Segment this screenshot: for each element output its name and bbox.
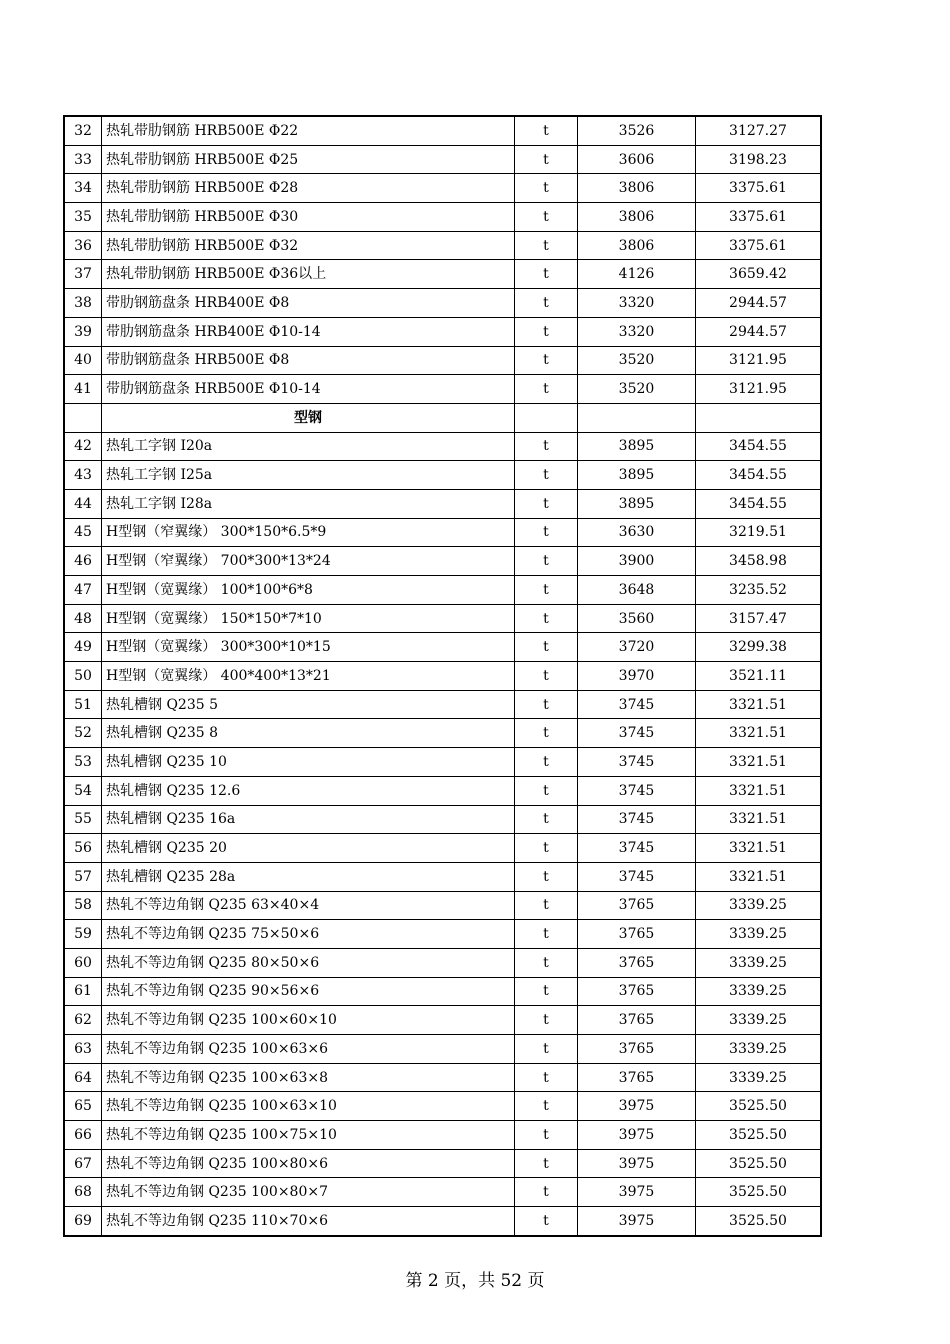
item-name: 热轧槽钢 Q235 28a bbox=[102, 862, 515, 891]
price-excl-tax: 3339.25 bbox=[696, 1035, 822, 1064]
table-row bbox=[64, 891, 821, 920]
row-number: 54 bbox=[64, 776, 102, 805]
unit-cell: t bbox=[515, 1149, 578, 1178]
price-incl-tax: 3745 bbox=[578, 862, 696, 891]
price-excl-tax: 3321.51 bbox=[696, 776, 822, 805]
item-name: 热轧不等边角钢 Q235 110×70×6 bbox=[102, 1207, 515, 1236]
unit-cell: t bbox=[515, 805, 578, 834]
price-excl-tax: 3235.52 bbox=[696, 576, 822, 605]
price-table-body bbox=[64, 116, 821, 1236]
row-number: 47 bbox=[64, 576, 102, 605]
row-number: 50 bbox=[64, 662, 102, 691]
price-excl-tax: 3375.61 bbox=[696, 174, 822, 203]
price-excl-tax: 3321.51 bbox=[696, 748, 822, 777]
price-incl-tax: 3895 bbox=[578, 461, 696, 490]
item-name: H型钢（窄翼缘） 300*150*6.5*9 bbox=[102, 518, 515, 547]
table-row bbox=[64, 289, 821, 318]
table-row bbox=[64, 748, 821, 777]
unit-cell: t bbox=[515, 375, 578, 404]
price-incl-tax: 3895 bbox=[578, 432, 696, 461]
table-row bbox=[64, 1035, 821, 1064]
price-incl-tax: 3895 bbox=[578, 489, 696, 518]
table-row bbox=[64, 633, 821, 662]
price-incl-tax: 3745 bbox=[578, 776, 696, 805]
price-incl-tax: 3560 bbox=[578, 604, 696, 633]
unit-cell: t bbox=[515, 547, 578, 576]
price-incl-tax: 3975 bbox=[578, 1178, 696, 1207]
price-excl-tax: 3339.25 bbox=[696, 948, 822, 977]
price-excl-tax: 3321.51 bbox=[696, 862, 822, 891]
item-name: H型钢（宽翼缘） 100*100*6*8 bbox=[102, 576, 515, 605]
price-incl-tax: 4126 bbox=[578, 260, 696, 289]
item-name: 热轧不等边角钢 Q235 100×80×6 bbox=[102, 1149, 515, 1178]
price-excl-tax: 3375.61 bbox=[696, 231, 822, 260]
item-name: 热轧槽钢 Q235 20 bbox=[102, 834, 515, 863]
table-row bbox=[64, 346, 821, 375]
price-incl-tax: 3765 bbox=[578, 948, 696, 977]
row-number: 44 bbox=[64, 489, 102, 518]
price-incl-tax: 3765 bbox=[578, 891, 696, 920]
price-incl-tax: 3975 bbox=[578, 1207, 696, 1236]
row-number: 65 bbox=[64, 1092, 102, 1121]
price-excl-tax: 3321.51 bbox=[696, 690, 822, 719]
unit-cell: t bbox=[515, 662, 578, 691]
price-incl-tax: 3720 bbox=[578, 633, 696, 662]
table-row bbox=[64, 489, 821, 518]
table-row bbox=[64, 375, 821, 404]
unit-cell: t bbox=[515, 1035, 578, 1064]
table-row bbox=[64, 547, 821, 576]
unit-cell: t bbox=[515, 690, 578, 719]
empty-cell bbox=[578, 403, 696, 432]
table-row bbox=[64, 1006, 821, 1035]
price-excl-tax: 3157.47 bbox=[696, 604, 822, 633]
unit-cell: t bbox=[515, 174, 578, 203]
row-number: 45 bbox=[64, 518, 102, 547]
unit-cell: t bbox=[515, 948, 578, 977]
table-row bbox=[64, 977, 821, 1006]
price-excl-tax: 3525.50 bbox=[696, 1207, 822, 1236]
item-name: 热轧带肋钢筋 HRB500E Φ36以上 bbox=[102, 260, 515, 289]
unit-cell: t bbox=[515, 489, 578, 518]
row-number: 33 bbox=[64, 145, 102, 174]
price-incl-tax: 3745 bbox=[578, 805, 696, 834]
table-row bbox=[64, 920, 821, 949]
table-row bbox=[64, 948, 821, 977]
price-excl-tax: 3375.61 bbox=[696, 203, 822, 232]
table-row bbox=[64, 576, 821, 605]
unit-cell: t bbox=[515, 1006, 578, 1035]
item-name: 热轧不等边角钢 Q235 100×60×10 bbox=[102, 1006, 515, 1035]
row-number: 38 bbox=[64, 289, 102, 318]
item-name: 热轧带肋钢筋 HRB500E Φ28 bbox=[102, 174, 515, 203]
table-row bbox=[64, 174, 821, 203]
price-incl-tax: 3526 bbox=[578, 116, 696, 145]
row-number: 64 bbox=[64, 1063, 102, 1092]
table-row bbox=[64, 518, 821, 547]
unit-cell: t bbox=[515, 461, 578, 490]
price-incl-tax: 3975 bbox=[578, 1121, 696, 1150]
row-number: 51 bbox=[64, 690, 102, 719]
item-name: 热轧槽钢 Q235 16a bbox=[102, 805, 515, 834]
price-excl-tax: 3219.51 bbox=[696, 518, 822, 547]
table-row bbox=[64, 690, 821, 719]
price-incl-tax: 3806 bbox=[578, 231, 696, 260]
item-name: 带肋钢筋盘条 HRB400E Φ10-14 bbox=[102, 317, 515, 346]
table-row bbox=[64, 1063, 821, 1092]
table-row bbox=[64, 1178, 821, 1207]
price-incl-tax: 3806 bbox=[578, 174, 696, 203]
unit-cell: t bbox=[515, 346, 578, 375]
item-name: 热轧带肋钢筋 HRB500E Φ25 bbox=[102, 145, 515, 174]
item-name: 热轧不等边角钢 Q235 100×63×6 bbox=[102, 1035, 515, 1064]
unit-cell: t bbox=[515, 145, 578, 174]
row-number: 62 bbox=[64, 1006, 102, 1035]
table-row bbox=[64, 862, 821, 891]
unit-cell: t bbox=[515, 1207, 578, 1236]
price-excl-tax: 3454.55 bbox=[696, 461, 822, 490]
price-excl-tax: 3339.25 bbox=[696, 920, 822, 949]
item-name: 热轧不等边角钢 Q235 100×75×10 bbox=[102, 1121, 515, 1150]
price-incl-tax: 3900 bbox=[578, 547, 696, 576]
price-incl-tax: 3630 bbox=[578, 518, 696, 547]
item-name: 带肋钢筋盘条 HRB500E Φ10-14 bbox=[102, 375, 515, 404]
price-incl-tax: 3975 bbox=[578, 1149, 696, 1178]
table-row bbox=[64, 203, 821, 232]
item-name: 热轧不等边角钢 Q235 100×80×7 bbox=[102, 1178, 515, 1207]
unit-cell: t bbox=[515, 834, 578, 863]
table-row bbox=[64, 260, 821, 289]
unit-cell: t bbox=[515, 1121, 578, 1150]
row-number: 41 bbox=[64, 375, 102, 404]
price-incl-tax: 3648 bbox=[578, 576, 696, 605]
table-row bbox=[64, 231, 821, 260]
price-excl-tax: 3127.27 bbox=[696, 116, 822, 145]
price-incl-tax: 3765 bbox=[578, 1035, 696, 1064]
price-excl-tax: 3525.50 bbox=[696, 1178, 822, 1207]
row-number: 36 bbox=[64, 231, 102, 260]
price-incl-tax: 3765 bbox=[578, 1006, 696, 1035]
item-name: 热轧不等边角钢 Q235 80×50×6 bbox=[102, 948, 515, 977]
item-name: 热轧不等边角钢 Q235 100×63×8 bbox=[102, 1063, 515, 1092]
price-incl-tax: 3745 bbox=[578, 690, 696, 719]
table-row bbox=[64, 461, 821, 490]
table-row bbox=[64, 805, 821, 834]
row-number: 34 bbox=[64, 174, 102, 203]
unit-cell: t bbox=[515, 1092, 578, 1121]
row-number: 67 bbox=[64, 1149, 102, 1178]
price-incl-tax: 3975 bbox=[578, 1092, 696, 1121]
empty-cell bbox=[515, 403, 578, 432]
row-number: 61 bbox=[64, 977, 102, 1006]
price-incl-tax: 3520 bbox=[578, 375, 696, 404]
price-incl-tax: 3606 bbox=[578, 145, 696, 174]
item-name: 热轧不等边角钢 Q235 63×40×4 bbox=[102, 891, 515, 920]
price-incl-tax: 3765 bbox=[578, 920, 696, 949]
unit-cell: t bbox=[515, 748, 578, 777]
empty-cell bbox=[696, 403, 822, 432]
price-table bbox=[63, 115, 822, 1237]
section-header-row bbox=[64, 403, 821, 432]
price-excl-tax: 3525.50 bbox=[696, 1121, 822, 1150]
item-name: 热轧槽钢 Q235 5 bbox=[102, 690, 515, 719]
row-number: 53 bbox=[64, 748, 102, 777]
row-number: 37 bbox=[64, 260, 102, 289]
price-excl-tax: 3339.25 bbox=[696, 977, 822, 1006]
item-name: 热轧工字钢 I20a bbox=[102, 432, 515, 461]
row-number: 56 bbox=[64, 834, 102, 863]
table-row bbox=[64, 317, 821, 346]
unit-cell: t bbox=[515, 633, 578, 662]
price-excl-tax: 3454.55 bbox=[696, 432, 822, 461]
row-number: 66 bbox=[64, 1121, 102, 1150]
price-excl-tax: 3339.25 bbox=[696, 1006, 822, 1035]
unit-cell: t bbox=[515, 317, 578, 346]
row-number: 42 bbox=[64, 432, 102, 461]
item-name: H型钢（宽翼缘） 150*150*7*10 bbox=[102, 604, 515, 633]
table-row bbox=[64, 1121, 821, 1150]
table-row bbox=[64, 116, 821, 145]
page-footer: 第 2 页，共 52 页 bbox=[405, 1271, 545, 1291]
row-number: 49 bbox=[64, 633, 102, 662]
row-number: 60 bbox=[64, 948, 102, 977]
item-name: 热轧带肋钢筋 HRB500E Φ22 bbox=[102, 116, 515, 145]
unit-cell: t bbox=[515, 260, 578, 289]
unit-cell: t bbox=[515, 231, 578, 260]
item-name: H型钢（窄翼缘） 700*300*13*24 bbox=[102, 547, 515, 576]
price-excl-tax: 3299.38 bbox=[696, 633, 822, 662]
price-incl-tax: 3320 bbox=[578, 289, 696, 318]
row-number: 52 bbox=[64, 719, 102, 748]
row-number: 46 bbox=[64, 547, 102, 576]
unit-cell: t bbox=[515, 1178, 578, 1207]
price-excl-tax: 3659.42 bbox=[696, 260, 822, 289]
price-excl-tax: 2944.57 bbox=[696, 317, 822, 346]
price-excl-tax: 3321.51 bbox=[696, 805, 822, 834]
item-name: 带肋钢筋盘条 HRB400E Φ8 bbox=[102, 289, 515, 318]
row-number: 40 bbox=[64, 346, 102, 375]
price-excl-tax: 3321.51 bbox=[696, 719, 822, 748]
unit-cell: t bbox=[515, 203, 578, 232]
unit-cell: t bbox=[515, 891, 578, 920]
item-name: 热轧槽钢 Q235 12.6 bbox=[102, 776, 515, 805]
price-excl-tax: 3198.23 bbox=[696, 145, 822, 174]
unit-cell: t bbox=[515, 289, 578, 318]
row-number: 68 bbox=[64, 1178, 102, 1207]
row-number: 57 bbox=[64, 862, 102, 891]
empty-cell bbox=[64, 403, 102, 432]
section-title: 型钢 bbox=[102, 403, 515, 432]
unit-cell: t bbox=[515, 576, 578, 605]
row-number: 48 bbox=[64, 604, 102, 633]
row-number: 69 bbox=[64, 1207, 102, 1236]
table-row bbox=[64, 145, 821, 174]
row-number: 35 bbox=[64, 203, 102, 232]
item-name: H型钢（宽翼缘） 400*400*13*21 bbox=[102, 662, 515, 691]
price-incl-tax: 3745 bbox=[578, 748, 696, 777]
price-excl-tax: 3339.25 bbox=[696, 1063, 822, 1092]
unit-cell: t bbox=[515, 719, 578, 748]
price-incl-tax: 3970 bbox=[578, 662, 696, 691]
row-number: 43 bbox=[64, 461, 102, 490]
unit-cell: t bbox=[515, 977, 578, 1006]
item-name: 热轧工字钢 I28a bbox=[102, 489, 515, 518]
item-name: 热轧带肋钢筋 HRB500E Φ30 bbox=[102, 203, 515, 232]
price-excl-tax: 3454.55 bbox=[696, 489, 822, 518]
row-number: 32 bbox=[64, 116, 102, 145]
table-row bbox=[64, 604, 821, 633]
price-excl-tax: 3121.95 bbox=[696, 346, 822, 375]
unit-cell: t bbox=[515, 1063, 578, 1092]
row-number: 63 bbox=[64, 1035, 102, 1064]
price-excl-tax: 3458.98 bbox=[696, 547, 822, 576]
table-row bbox=[64, 1207, 821, 1236]
price-incl-tax: 3745 bbox=[578, 719, 696, 748]
row-number: 59 bbox=[64, 920, 102, 949]
table-row bbox=[64, 432, 821, 461]
price-excl-tax: 3321.51 bbox=[696, 834, 822, 863]
row-number: 39 bbox=[64, 317, 102, 346]
item-name: 热轧不等边角钢 Q235 100×63×10 bbox=[102, 1092, 515, 1121]
price-incl-tax: 3520 bbox=[578, 346, 696, 375]
price-incl-tax: 3806 bbox=[578, 203, 696, 232]
table-row bbox=[64, 719, 821, 748]
table-row bbox=[64, 834, 821, 863]
price-incl-tax: 3765 bbox=[578, 977, 696, 1006]
price-excl-tax: 3525.50 bbox=[696, 1092, 822, 1121]
unit-cell: t bbox=[515, 604, 578, 633]
unit-cell: t bbox=[515, 116, 578, 145]
item-name: 热轧不等边角钢 Q235 90×56×6 bbox=[102, 977, 515, 1006]
table-row bbox=[64, 1149, 821, 1178]
unit-cell: t bbox=[515, 862, 578, 891]
price-incl-tax: 3745 bbox=[578, 834, 696, 863]
item-name: 热轧工字钢 I25a bbox=[102, 461, 515, 490]
item-name: 带肋钢筋盘条 HRB500E Φ8 bbox=[102, 346, 515, 375]
item-name: 热轧带肋钢筋 HRB500E Φ32 bbox=[102, 231, 515, 260]
item-name: 热轧槽钢 Q235 10 bbox=[102, 748, 515, 777]
table-row bbox=[64, 776, 821, 805]
unit-cell: t bbox=[515, 776, 578, 805]
price-excl-tax: 3521.11 bbox=[696, 662, 822, 691]
table-row bbox=[64, 662, 821, 691]
unit-cell: t bbox=[515, 518, 578, 547]
price-excl-tax: 3121.95 bbox=[696, 375, 822, 404]
price-excl-tax: 3525.50 bbox=[696, 1149, 822, 1178]
unit-cell: t bbox=[515, 432, 578, 461]
item-name: 热轧不等边角钢 Q235 75×50×6 bbox=[102, 920, 515, 949]
price-excl-tax: 3339.25 bbox=[696, 891, 822, 920]
unit-cell: t bbox=[515, 920, 578, 949]
row-number: 55 bbox=[64, 805, 102, 834]
price-excl-tax: 2944.57 bbox=[696, 289, 822, 318]
price-incl-tax: 3320 bbox=[578, 317, 696, 346]
price-incl-tax: 3765 bbox=[578, 1063, 696, 1092]
item-name: H型钢（宽翼缘） 300*300*10*15 bbox=[102, 633, 515, 662]
row-number: 58 bbox=[64, 891, 102, 920]
table-row bbox=[64, 1092, 821, 1121]
item-name: 热轧槽钢 Q235 8 bbox=[102, 719, 515, 748]
